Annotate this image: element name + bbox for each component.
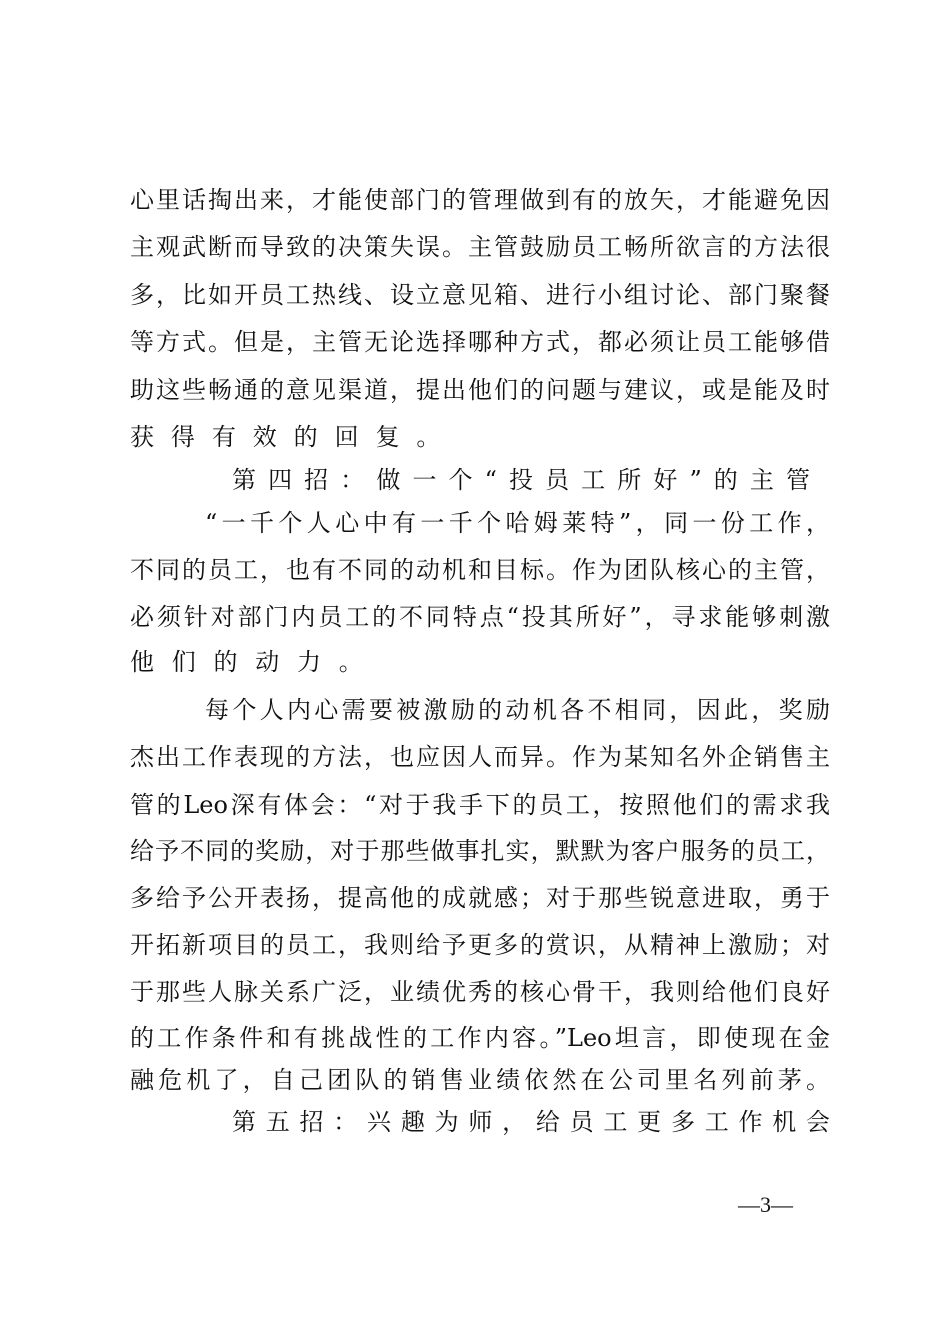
text-line: 不同的员工，也有不同的动机和目标。作为团队核心的主管，: [130, 556, 830, 584]
text-line: 多给予公开表扬，提高他的成就感；对于那些锐意进取，勇于: [130, 884, 830, 912]
text-line: 的工作条件和有挑战性的工作内容。”Leo坦言，即使现在金: [130, 1024, 830, 1052]
text-line: 主观武断而导致的决策失误。主管鼓励员工畅所欲言的方法很: [130, 233, 830, 261]
text-line: 给予不同的奖励，对于那些做事扎实，默默为客户服务的员工，: [130, 837, 830, 865]
text-line: 他们的动力。: [130, 648, 363, 676]
text-line: 必须针对部门内员工的不同特点“投其所好”，寻求能够刺激: [130, 603, 830, 631]
text-line: 等方式。但是，主管无论选择哪种方式，都必须让员工能够借: [130, 328, 830, 356]
text-line: “一千个人心中有一千个哈姆莱特”，同一份工作，: [205, 509, 830, 537]
text-line: 每个人内心需要被激励的动机各不相同，因此，奖励: [205, 696, 830, 724]
text-line: 心里话掏出来，才能使部门的管理做到有的放矢，才能避免因: [130, 186, 830, 214]
text-line: 开拓新项目的员工，我则给予更多的赏识，从精神上激励；对: [130, 931, 830, 959]
text-line: 获得有效的回复。: [130, 423, 441, 451]
section-heading: 第五招：兴趣为师，给员工更多工作机会: [232, 1108, 830, 1136]
section-heading: 第四招：做一个“投员工所好”的主管: [232, 466, 810, 494]
text-line: 于那些人脉关系广泛，业绩优秀的核心骨干，我则给他们良好: [130, 978, 830, 1006]
text-line: 融危机了，自己团队的销售业绩依然在公司里名列前茅。: [130, 1066, 830, 1094]
text-line: 助这些畅通的意见渠道，提出他们的问题与建议，或是能及时: [130, 376, 830, 404]
page-number: —3—: [738, 1192, 793, 1217]
text-line: 杰出工作表现的方法，也应因人而异。作为某知名外企销售主: [130, 743, 830, 771]
text-line: 多，比如开员工热线、设立意见箱、进行小组讨论、部门聚餐: [130, 281, 830, 309]
text-line: 管的Leo深有体会：“对于我手下的员工，按照他们的需求我: [130, 791, 830, 819]
